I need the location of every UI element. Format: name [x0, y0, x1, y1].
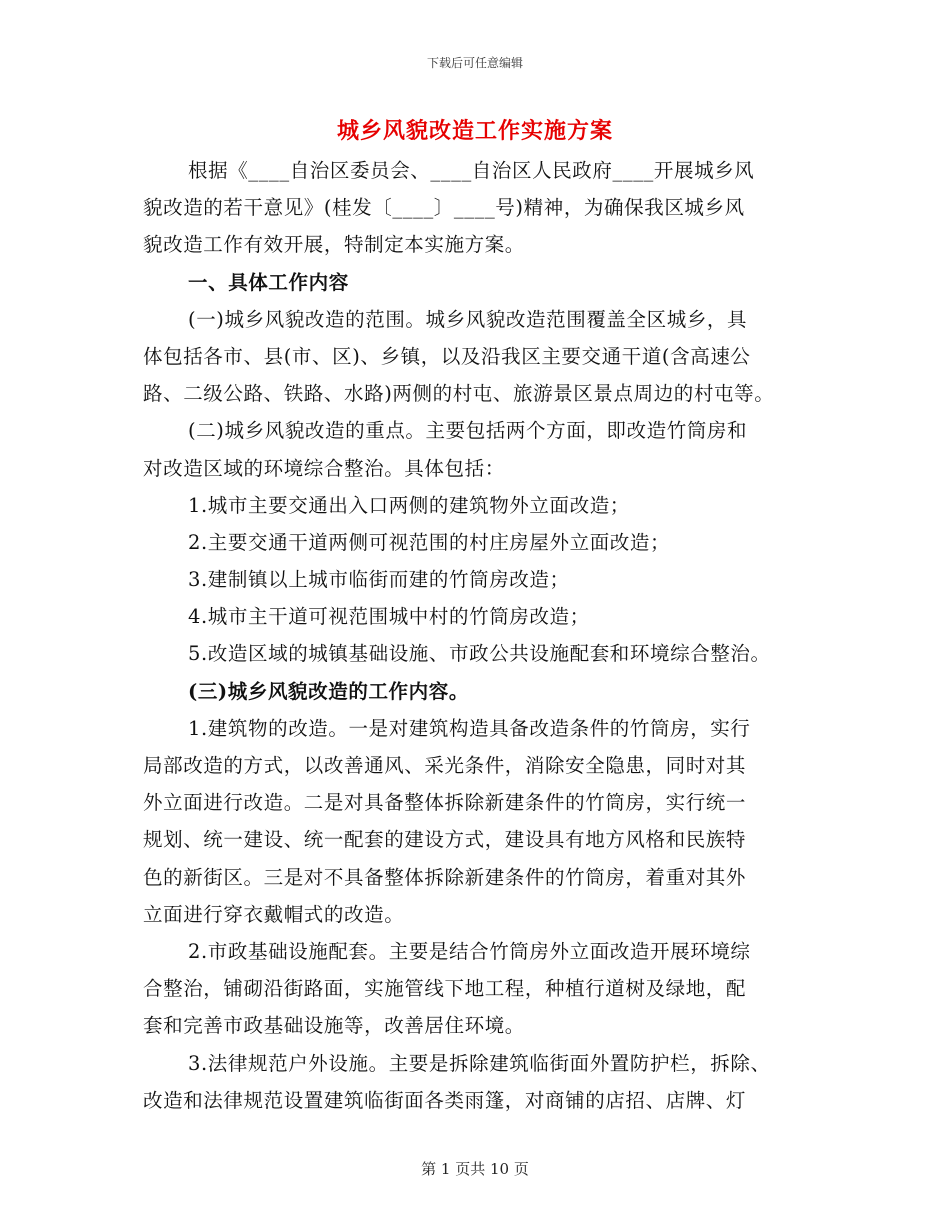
section-heading: 一、具体工作内容 [188, 270, 349, 294]
page-header: 下载后可任意编辑 [426, 56, 523, 70]
paragraph-line: 2.市政基础设施配套。主要是结合竹筒房外立面改造开展环境综 [188, 939, 751, 963]
paragraph-line: 3.建制镇以上城市临街而建的竹筒房改造； [188, 568, 570, 592]
paragraph-line: 貌改造工作有效开展，特制定本实施方案。 [143, 233, 525, 257]
paragraph-line: (一)城乡风貌改造的范围。城乡风貌改造范围覆盖全区城乡，具 [188, 307, 748, 331]
paragraph-line: 体包括各市、县(市、区)、乡镇，以及沿我区主要交通干道(含高速公 [143, 344, 751, 368]
paragraph-line: 3.法律规范户外设施。主要是拆除建筑临街面外置防护栏，拆除、 [188, 1051, 771, 1075]
paragraph-line: 2.主要交通干道两侧可视范围的村庄房屋外立面改造； [188, 530, 671, 554]
section-heading: (三)城乡风貌改造的工作内容。 [188, 679, 469, 703]
paragraph-line: 局部改造的方式，以改善通风、采光条件，消除安全隐患，同时对其 [143, 754, 747, 777]
paragraph-line: 色的新街区。三是对不具备整体拆除新建条件的竹筒房，着重对其外 [143, 865, 747, 889]
paragraph-line: 5.改造区域的城镇基础设施、市政公共设施配套和环境综合整治。 [188, 642, 771, 666]
paragraph-line: (二)城乡风貌改造的重点。主要包括两个方面，即改造竹筒房和 [188, 419, 748, 443]
paragraph-line: 合整治，铺砌沿街路面，实施管线下地工程，种植行道树及绿地，配 [143, 977, 747, 1001]
paragraph-line: 改造和法律规范设置建筑临街面各类雨篷，对商铺的店招、店牌、灯 [143, 1088, 747, 1112]
document-title: 城乡风貌改造工作实施方案 [336, 118, 613, 144]
paragraph-line: 立面进行穿衣戴帽式的改造。 [143, 902, 405, 926]
paragraph-line: 路、二级公路、铁路、水路)两侧的村屯、旅游景区景点周边的村屯等。 [143, 382, 775, 406]
paragraph-line: 1.建筑物的改造。一是对建筑构造具备改造条件的竹筒房，实行 [188, 716, 751, 740]
paragraph-line: 外立面进行改造。二是对具备整体拆除新建条件的竹筒房，实行统一 [143, 791, 747, 815]
paragraph-line: 貌改造的若干意见》(桂发〔____〕____号)精神，为确保我区城乡风 [143, 196, 745, 220]
document-body [143, 152, 823, 1119]
paragraph-line: 根据《____自治区委员会、____自治区人民政府____开展城乡风 [188, 159, 755, 182]
paragraph-line: 4.城市主干道可视范围城中村的竹筒房改造； [188, 605, 590, 629]
paragraph-line: 1.城市主要交通出入口两侧的建筑物外立面改造； [188, 493, 630, 517]
page-footer: 第 1 页共 10 页 [421, 1160, 529, 1178]
paragraph-line: 套和完善市政基础设施等，改善居住环境。 [143, 1014, 525, 1038]
paragraph-line: 规划、统一建设、统一配套的建设方式，建设具有地方风格和民族特 [143, 828, 747, 852]
paragraph-line: 对改造区域的环境综合整治。具体包括： [143, 456, 505, 480]
